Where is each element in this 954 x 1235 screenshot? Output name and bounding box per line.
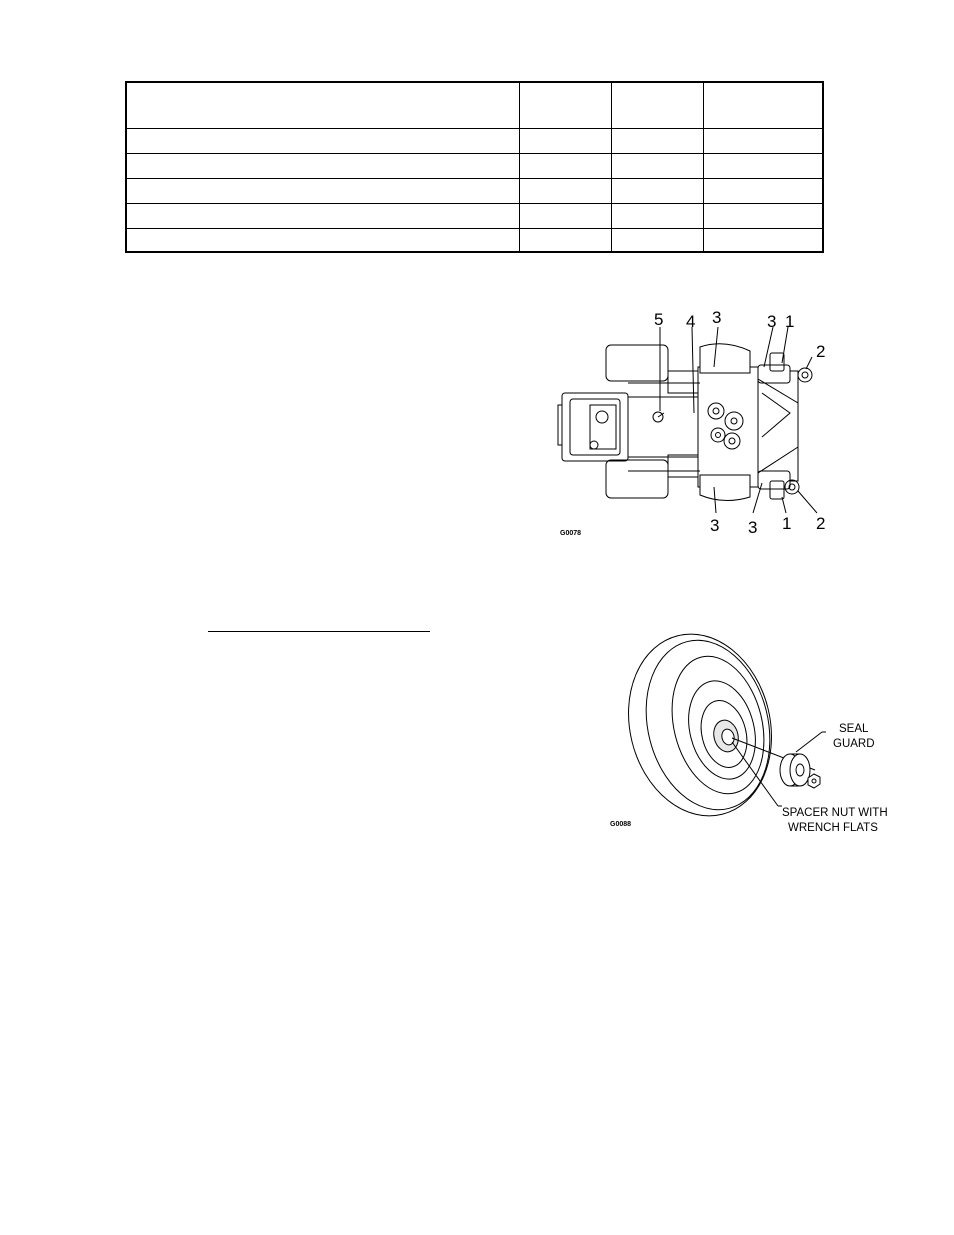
caster-wheel-figure bbox=[600, 630, 900, 840]
spacer-nut-label-line1: SPACER NUT WITH bbox=[782, 807, 888, 819]
callout-3-bottom-left: 3 bbox=[710, 516, 720, 535]
section-heading-underline bbox=[208, 631, 430, 632]
callout-1-top: 1 bbox=[785, 312, 795, 331]
table-col-divider bbox=[611, 83, 612, 251]
table-row bbox=[127, 128, 822, 129]
figure-id-g0088: G0088 bbox=[610, 821, 632, 828]
mower-underside-figure bbox=[550, 305, 840, 545]
callout-3-top-right: 3 bbox=[767, 312, 777, 331]
maintenance-table bbox=[125, 81, 824, 253]
figure-id-g0078: G0078 bbox=[560, 530, 582, 537]
seal-guard-label-line1: SEAL bbox=[839, 723, 869, 735]
callout-2-top: 2 bbox=[816, 342, 826, 361]
table-row bbox=[127, 203, 822, 204]
table-row bbox=[127, 178, 822, 179]
table-row bbox=[127, 228, 822, 229]
seal-guard-label-line2: GUARD bbox=[833, 738, 875, 750]
callout-1-bottom: 1 bbox=[782, 514, 792, 533]
table-col-divider bbox=[519, 83, 520, 251]
callout-3-bottom-right: 3 bbox=[748, 518, 758, 537]
table-row bbox=[127, 153, 822, 154]
callout-5: 5 bbox=[654, 310, 664, 329]
spacer-nut-label-line2: WRENCH FLATS bbox=[788, 822, 878, 834]
callout-4: 4 bbox=[686, 312, 696, 331]
table-col-divider bbox=[703, 83, 704, 251]
callout-3-top-left: 3 bbox=[712, 308, 722, 327]
callout-2-bottom: 2 bbox=[816, 514, 826, 533]
